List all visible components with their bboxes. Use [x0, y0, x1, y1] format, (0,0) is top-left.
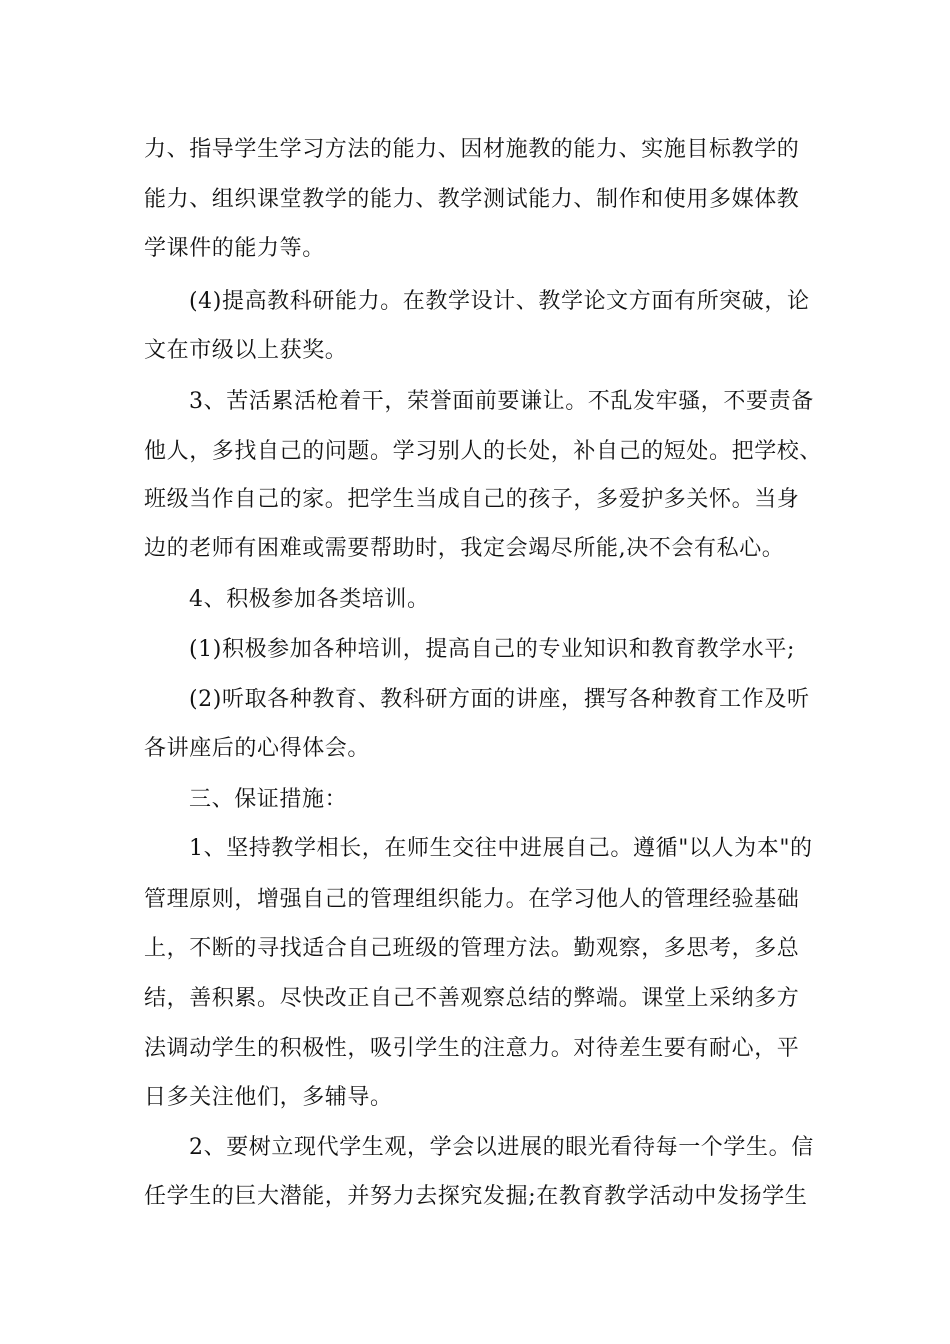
text-line: 3、苦活累活枪着干，荣誉面前要谦让。不乱发牢骚，不要责备 — [189, 389, 814, 414]
text-line: 能力、组织课堂教学的能力、教学测试能力、制作和使用多媒体教 — [144, 187, 800, 212]
text-line: 他人，多找自己的问题。学习别人的长处，补自己的短处。把学校、 — [144, 439, 823, 464]
text-line: 法调动学生的积极性，吸引学生的注意力。对待差生要有耐心，平 — [144, 1036, 800, 1061]
text-line: 学课件的能力等。 — [144, 236, 325, 261]
text-line: 日多关注他们，多辅导。 — [144, 1085, 393, 1110]
text-line: 任学生的巨大潜能，并努力去探究发掘;在教育教学活动中发扬学生 — [144, 1184, 808, 1209]
text-line: 管理原则，增强自己的管理组织能力。在学习他人的管理经验基础 — [144, 887, 800, 912]
text-line: 结，善积累。尽快改正自己不善观察总结的弊端。课堂上采纳多方 — [144, 986, 800, 1011]
text-line: 2、要树立现代学生观，学会以进展的眼光看待每一个学生。信 — [189, 1135, 814, 1160]
text-line: 4、积极参加各类培训。 — [189, 587, 430, 612]
text-line: 各讲座后的心得体会。 — [144, 736, 371, 761]
text-line: 班级当作自己的家。把学生当成自己的孩子，多爱护多关怀。当身 — [144, 487, 800, 512]
text-line: 上，不断的寻找适合自己班级的管理方法。勤观察，多思考，多总 — [144, 936, 800, 961]
text-line: (4)提高教科研能力。在教学设计、教学论文方面有所突破，论 — [189, 289, 810, 314]
text-line: 三、保证措施： — [189, 787, 348, 812]
text-line: 1、坚持教学相长，在师生交往中进展自己。遵循"以人为本"的 — [189, 836, 813, 861]
text-line: 边的老师有困难或需要帮助时，我定会竭尽所能,决不会有私心。 — [144, 536, 785, 561]
text-line: 力、指导学生学习方法的能力、因材施教的能力、实施目标教学的 — [144, 137, 800, 162]
text-line: 文在市级以上获奖。 — [144, 338, 348, 363]
text-line: (1)积极参加各种培训，提高自己的专业知识和教育教学水平; — [189, 637, 795, 662]
text-line: (2)听取各种教育、教科研方面的讲座，撰写各种教育工作及听 — [189, 687, 810, 712]
